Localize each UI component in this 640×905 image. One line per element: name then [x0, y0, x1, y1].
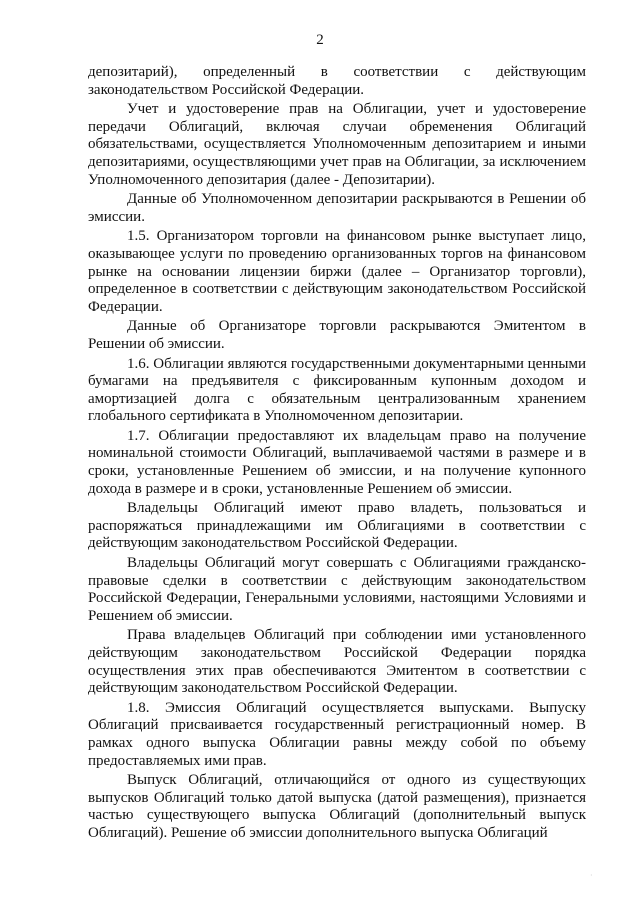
paragraph: Данные об Организаторе торговли раскрываются Эмитентом в Решении об эмиссии.	[88, 318, 586, 352]
paragraph: Права владельцев Облигаций при соблюдении ими установленного действующим законодательством Российской Федерации порядка осуществления этих прав обеспечиваются Эмитентом в соответствии с действующим законодательством Российской Федерации.	[88, 627, 586, 697]
paragraph: Владельцы Облигаций имеют право владеть, пользоваться и распоряжаться принадлежащими им Облигациями в соответствии с действующим законодательством Российской Федерации.	[88, 500, 586, 552]
paragraph: 1.5. Организатором торговли на финансовом рынке выступает лицо, оказывающее услуги по проведению организованных торгов на финансовом рынке на основании лицензии биржи (далее – Организатор торговли), определенное в соответствии с действующим законодательством Российской Федерации.	[88, 228, 586, 315]
paragraph: 1.8. Эмиссия Облигаций осуществляется выпусками. Выпуску Облигаций присваивается государственный регистрационный номер. В рамках одного выпуска Облигации равны между собой по объему предоставляемых ими прав.	[88, 699, 586, 769]
paragraph: Учет и удостоверение прав на Облигации, учет и удостоверение передачи Облигаций, включая случаи обременения Облигаций обязательствами, осуществляется Уполномоченным депозитарием и иными депозитариями, осуществляющими учет прав на Облигации, за исключением Уполномоченного депозитария (далее - Депозитарии).	[88, 101, 586, 188]
paragraph: 1.6. Облигации являются государственными документарными ценными бумагами на предъявителя с фиксированным купонным доходом и амортизацией долга с обязательным централизованным хранением глобального сертификата в Уполномоченном депозитарии.	[88, 355, 586, 425]
page-number: 2	[316, 32, 324, 48]
paragraph: 1.7. Облигации предоставляют их владельцам право на получение номинальной стоимости Облигаций, выплачиваемой частями в размере и в сроки, установленные Решением об эмиссии, и на получение купонного дохода в размере и в сроки, установленные Решением об эмиссии.	[88, 427, 586, 497]
scan-speck: ·	[590, 871, 593, 880]
paragraph: Выпуск Облигаций, отличающийся от одного из существующих выпусков Облигаций только датой выпуска (датой размещения), признается частью существующего выпуска Облигаций (дополнительный выпуск Облигаций). Решение об эмиссии дополнительного выпуска Облигаций	[88, 772, 586, 841]
document-body	[88, 64, 586, 843]
paragraph: Данные об Уполномоченном депозитарии раскрываются в Решении об эмиссии.	[88, 191, 586, 225]
paragraph: Владельцы Облигаций могут совершать с Облигациями гражданско-правовые сделки в соответствии с действующим законодательством Российской Федерации, Генеральными условиями, настоящими Условиями и Решением об эмиссии.	[88, 555, 586, 624]
paragraph: депозитарий), определенный в соответствии с действующим законодательством Российской Федерации.	[88, 64, 586, 98]
